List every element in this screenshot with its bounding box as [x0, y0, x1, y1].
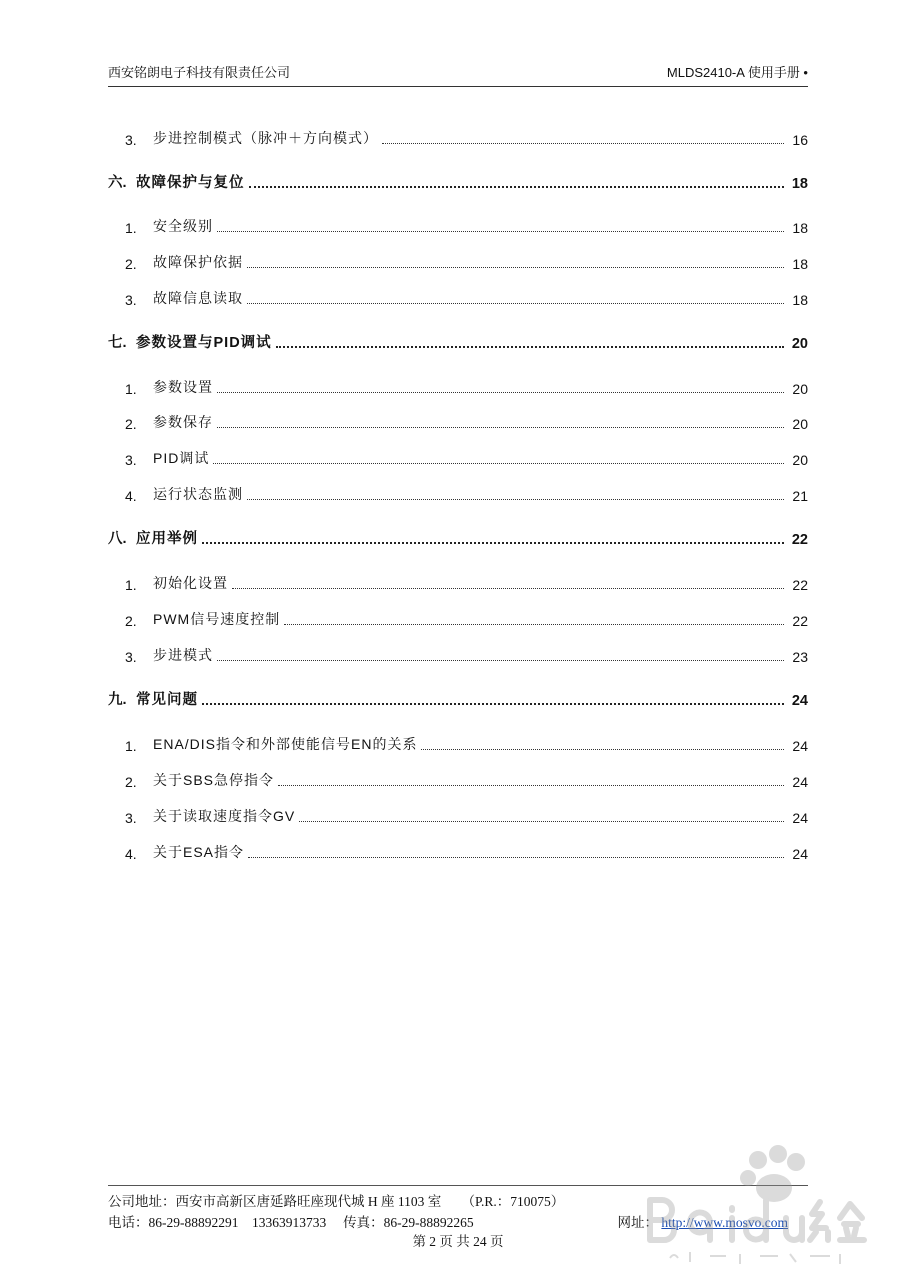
header-doc-title: MLDS2410-A 使用手册 • [666, 65, 808, 80]
toc-page-number: 24 [792, 774, 808, 790]
toc-leader-dots [299, 820, 784, 822]
toc-page-number: 24 [792, 846, 808, 862]
toc-section-row[interactable] [108, 252, 808, 272]
toc-section-row[interactable] [108, 412, 808, 432]
footer-web-link[interactable]: http://www.mosvo.com [661, 1215, 788, 1230]
toc-section-row[interactable] [108, 609, 808, 629]
toc-leader-dots [247, 302, 784, 304]
toc-number: 3. [125, 452, 137, 468]
toc-title: 安全级别 [153, 218, 213, 234]
toc-title: 常见问题 [136, 692, 198, 708]
toc-leader-dots [202, 541, 784, 544]
toc-page-number: 24 [792, 810, 808, 826]
toc-title: 参数设置与PID调试 [136, 335, 272, 351]
toc-leader-dots [249, 185, 785, 188]
toc-leader-dots [247, 498, 784, 500]
toc-page-number: 20 [792, 416, 808, 432]
toc-chapter-row[interactable] [108, 689, 808, 709]
toc-number: 九. [108, 692, 127, 708]
header-company: 西安铭朗电子科技有限责任公司 [108, 65, 291, 80]
toc-number: 3. [125, 649, 137, 665]
toc-number: 4. [125, 488, 137, 504]
toc-page-number: 22 [791, 532, 808, 548]
toc-section-row[interactable] [108, 448, 808, 468]
toc-title: 故障保护与复位 [136, 175, 245, 191]
toc-leader-dots [382, 142, 784, 144]
toc-number: 2. [125, 256, 137, 272]
footer-address: 公司地址：西安市高新区唐延路旺座现代城 H 座 1103 室 （P.R.：710075） [108, 1185, 808, 1210]
toc-chapter-row[interactable] [108, 332, 808, 352]
toc-title: 运行状态监测 [153, 486, 243, 502]
toc-section-row[interactable] [108, 288, 808, 308]
toc-page-number: 18 [792, 292, 808, 308]
toc-title: 关于ESA指令 [153, 844, 245, 860]
toc-number: 1. [125, 577, 137, 593]
toc-leader-dots [213, 462, 784, 464]
toc-title: ENA/DIS指令和外部使能信号EN的关系 [153, 736, 418, 752]
toc-number: 六. [108, 175, 127, 191]
toc-section-row[interactable] [108, 128, 808, 148]
toc-title: 应用举例 [136, 531, 198, 547]
toc-number: 2. [125, 613, 137, 629]
toc-title: 参数设置 [153, 379, 213, 395]
toc-leader-dots [217, 659, 784, 661]
toc-page-number: 22 [792, 613, 808, 629]
toc-leader-dots [217, 426, 784, 428]
toc-number: 八. [108, 531, 127, 547]
toc-chapter-row[interactable] [108, 528, 808, 548]
toc-page-number: 18 [791, 176, 808, 192]
footer-web-label: 网址： [617, 1215, 658, 1230]
toc-page-number: 20 [792, 381, 808, 397]
toc-page-number: 21 [792, 488, 808, 504]
toc-page-number: 20 [791, 336, 808, 352]
toc-title: 故障保护依据 [153, 254, 243, 270]
toc-number: 2. [125, 774, 137, 790]
toc-section-row[interactable] [108, 734, 808, 754]
toc-leader-dots [202, 702, 784, 705]
toc-leader-dots [278, 784, 784, 786]
toc-number: 4. [125, 846, 137, 862]
toc-page-number: 18 [792, 220, 808, 236]
toc-leader-dots [421, 748, 784, 750]
toc-page-number: 23 [792, 649, 808, 665]
toc-number: 2. [125, 416, 137, 432]
toc-section-row[interactable] [108, 573, 808, 593]
toc-leader-dots [217, 230, 784, 232]
toc-section-row[interactable] [108, 806, 808, 826]
toc-title: 关于SBS急停指令 [153, 772, 275, 788]
toc-section-row[interactable] [108, 216, 808, 236]
toc-title: 参数保存 [153, 414, 213, 430]
toc-number: 3. [125, 292, 137, 308]
toc-leader-dots [247, 266, 784, 268]
toc-page-number: 22 [792, 577, 808, 593]
toc-title: PWM信号速度控制 [153, 611, 281, 627]
toc-title: 关于读取速度指令GV [153, 808, 296, 824]
baidu-jingyan-watermark-icon [640, 1140, 880, 1270]
toc-number: 七. [108, 335, 127, 351]
toc-section-row[interactable] [108, 770, 808, 790]
toc-page-number: 18 [792, 256, 808, 272]
toc-title: 步进控制模式（脉冲＋方向模式） [153, 130, 378, 146]
toc-section-row[interactable] [108, 842, 808, 862]
toc-title: 步进模式 [153, 647, 213, 663]
toc-chapter-row[interactable] [108, 172, 808, 192]
toc-number: 1. [125, 220, 137, 236]
toc-number: 3. [125, 132, 137, 148]
toc-leader-dots [217, 391, 784, 393]
toc-title: 故障信息读取 [153, 290, 243, 306]
footer-page-number: 第 2 页 共 24 页 [412, 1234, 504, 1249]
footer-phone: 电话：86-29-88892291 13363913733 传真：86-29-88892265 [108, 1215, 474, 1230]
toc-section-row[interactable] [108, 645, 808, 665]
toc-leader-dots [232, 587, 784, 589]
toc-leader-dots [276, 345, 784, 348]
toc-leader-dots [284, 623, 784, 625]
page-header [108, 64, 808, 87]
toc-section-row[interactable] [108, 377, 808, 397]
toc-leader-dots [248, 856, 784, 858]
toc-section-row[interactable] [108, 484, 808, 504]
toc-page-number: 24 [791, 693, 808, 709]
toc-number: 1. [125, 381, 137, 397]
toc-number: 3. [125, 810, 137, 826]
toc-number: 1. [125, 738, 137, 754]
toc-page-number: 20 [792, 452, 808, 468]
toc-title: 初始化设置 [153, 575, 228, 591]
toc-page-number: 16 [792, 132, 808, 148]
toc-title: PID调试 [153, 450, 210, 466]
toc-page-number: 24 [792, 738, 808, 754]
